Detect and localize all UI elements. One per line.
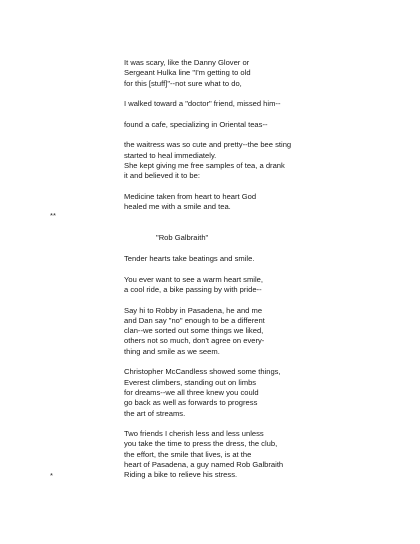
poem-line: Medicine taken from heart to heart God — [124, 191, 257, 201]
section-separator: * — [50, 471, 53, 480]
poem-line: Christopher McCandless showed some things, — [124, 367, 281, 377]
poem-line: Everest climbers, standing out on limbs — [124, 377, 257, 387]
stanza — [124, 429, 404, 480]
poem-column — [124, 58, 404, 481]
poem-line: I walked toward a "doctor" friend, missed him-- — [124, 99, 281, 109]
poem-line: the waitress was so cute and pretty--the bee sting — [124, 140, 292, 150]
poem-line: the effort, the smile that lives, is at the — [124, 449, 252, 459]
stanza — [124, 306, 404, 357]
stanza — [124, 275, 404, 296]
poem-line: others not so much, don't agree on every- — [124, 336, 265, 346]
poem-line: heart of Pasadena, a guy named Rob Galbraith — [124, 459, 284, 469]
poem-line: started to heal immediately. — [124, 150, 217, 160]
poem-title: "Rob Galbraith" — [156, 233, 209, 243]
poem-line: Riding a bike to relieve his stress. — [124, 470, 238, 480]
poem-line: Say hi to Robby in Pasadena, he and me — [124, 305, 263, 315]
poem-line: It was scary, like the Danny Glover or — [124, 58, 250, 67]
poem-line: and Dan say "no" enough to be a different — [124, 315, 265, 325]
poem-line: Tender hearts take beatings and smile. — [124, 254, 255, 264]
poem-line: for dreams--we all three knew you could — [124, 387, 259, 397]
poem-line: healed me with a smile and tea. — [124, 202, 231, 212]
poem-line: it and believed it to be: — [124, 171, 200, 181]
stanza — [124, 120, 404, 130]
stanza — [124, 99, 404, 109]
poem-line: thing and smile as we seem. — [124, 346, 220, 356]
poem-line: for this [stuff]"--not sure what to do, — [124, 78, 242, 88]
poem-line: You ever want to see a warm heart smile, — [124, 274, 264, 284]
poem-line: found a cafe, specializing in Oriental teas-- — [124, 119, 268, 129]
poem-line: She kept giving me free samples of tea, a drank — [124, 160, 285, 170]
stanza — [124, 58, 404, 89]
poem-line: Sergeant Hulka line "I'm getting to old — [124, 68, 251, 78]
poem-line: go back as well as forwards to progress — [124, 398, 258, 408]
poem-line: you take the time to press the dress, the club, — [124, 439, 278, 449]
poem-line: Two friends I cherish less and less unless — [124, 429, 264, 439]
stanza — [124, 140, 404, 181]
section-separator: ** — [50, 211, 56, 220]
poem-line: clan--we sorted out some things we liked, — [124, 326, 264, 336]
poem-line: a cool ride, a bike passing by with pride-- — [124, 284, 262, 294]
stanza — [124, 367, 404, 418]
poem-line: the art of streams. — [124, 408, 186, 418]
stanza — [124, 254, 404, 264]
stanza — [124, 192, 404, 213]
